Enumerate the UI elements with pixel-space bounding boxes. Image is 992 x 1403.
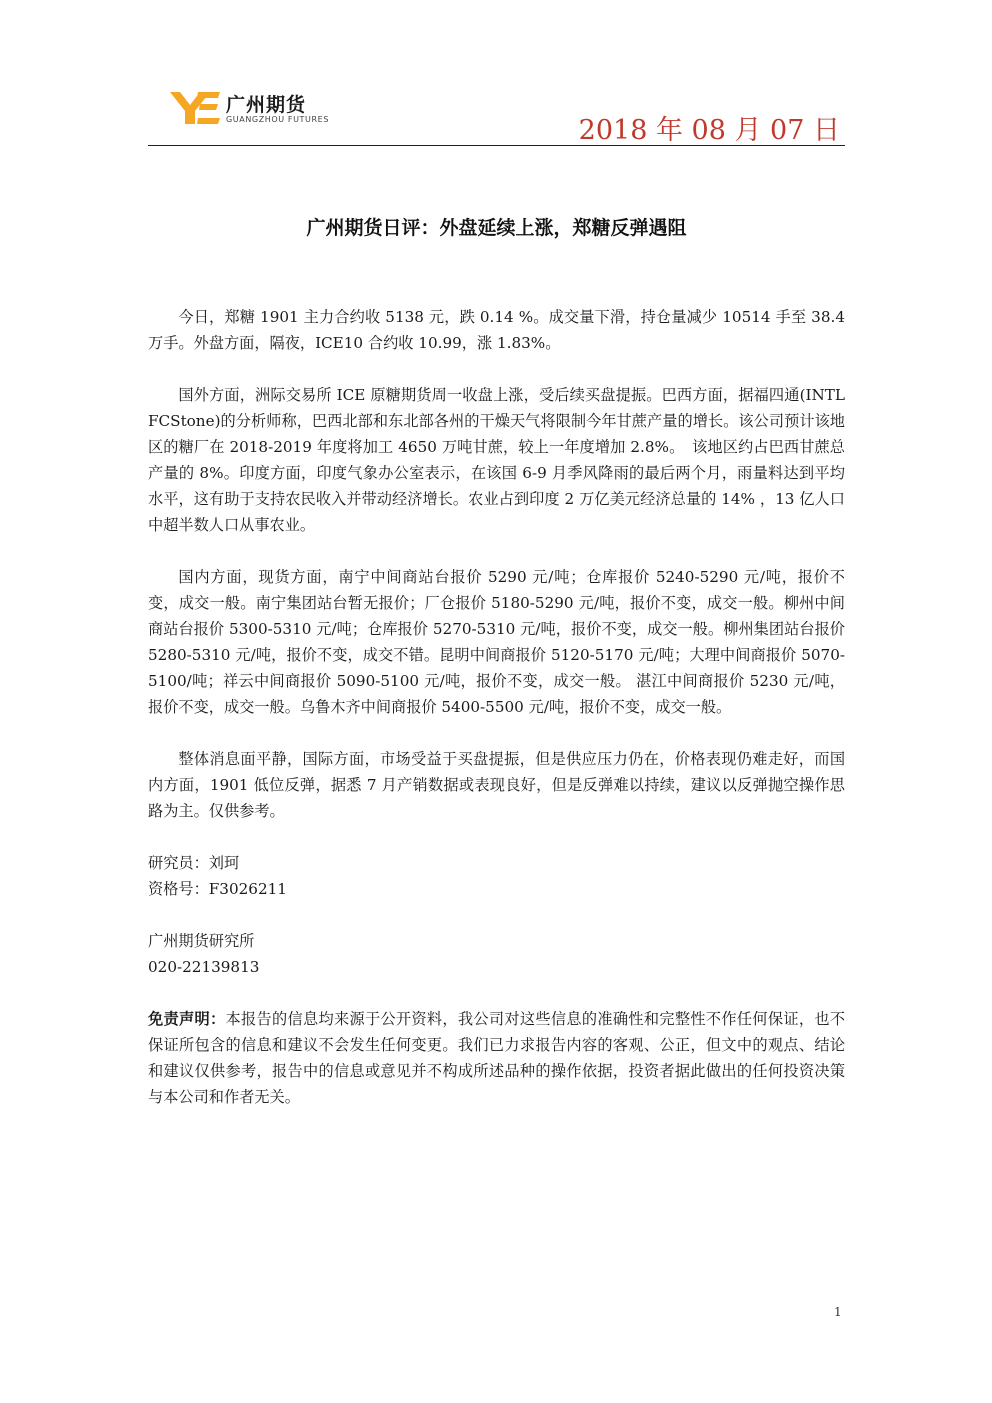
institute-phone: 020-22139813 [148, 958, 260, 976]
researcher-name: 研究员：刘珂 [148, 854, 240, 872]
institute-name: 广州期货研究所 [148, 932, 255, 950]
paragraph-market: 今日，郑糖 1901 主力合约收 5138 元，跌 0.14 %。成交量下滑，持仓量减少 10514 手至 38.4 万手。外盘方面，隔夜，ICE10 合约收 10.99，涨 1.83%。 [148, 308, 845, 352]
researcher-license: 资格号：F3026211 [148, 880, 287, 898]
logo-text-cn: 广州期货 [226, 94, 307, 116]
company-logo [168, 88, 348, 128]
disclaimer-text: 本报告的信息均来源于公开资料，我公司对这些信息的准确性和完整性不作任何保证，也不保证所包含的信息和建议不会发生任何变更。我们已力求报告内容的客观、公正，但文中的观点、结论和建议仅供参考，报告中的信息或意见并不构成所述品种的操作依据，投资者据此做出的任何投资决策与本公司和作者无关。 [148, 1010, 846, 1106]
logo-mark-icon [168, 88, 222, 126]
page-number: 1 [834, 1305, 842, 1319]
paragraph-domestic: 国内方面，现货方面，南宁中间商站台报价 5290 元/吨；仓库报价 5240-5290 元/吨，报价不变，成交一般。南宁集团站台暂无报价；厂仓报价 5180-5290 元/吨，报价不变，成交一般。柳州中间商站台报价 5300-5310 元/吨；仓库报价 5270-5310 元/吨，报价不变，成交一般。柳州集团站台报价 5280-5310 元/吨，报价不变，成交不错。昆明中间商报价 5120-5170 元/吨；大理中间商报价 5070-5100/吨；祥云中间商报价 5090-5100 元/吨，报价不变，成交一般。 湛江中间商报价 5230 元/吨，报价不变，成交一般。乌鲁木齐中间商报价 5400-5500 元/吨，报价不变，成交一般。 [148, 568, 845, 716]
logo-text-en: GUANGZHOU FUTURES [226, 115, 329, 124]
report-date: 2018 年 08 月 07 日 [578, 115, 840, 146]
report-body [148, 304, 845, 1110]
disclaimer [148, 1006, 845, 1110]
report-title: 广州期货日评：外盘延续上涨，郑糖反弹遇阻 [306, 217, 687, 239]
paragraph-summary: 整体消息面平静，国际方面，市场受益于买盘提振，但是供应压力仍在，价格表现仍难走好，而国内方面，1901 低位反弹，据悉 7 月产销数据或表现良好，但是反弹难以持续，建议以反弹抛空操作思路为主。仅供参考。 [148, 750, 845, 820]
header-divider [148, 145, 845, 146]
paragraph-international: 国外方面，洲际交易所 ICE 原糖期货周一收盘上涨，受后续买盘提振。巴西方面，据福四通(INTL FCStone)的分析师称，巴西北部和东北部各州的干燥天气将限制今年甘蔗产量的增长。该公司预计该地区的糖厂在 2018-2019 年度将加工 4650 万吨甘蔗，较上一年度增加 2.8%。 该地区约占巴西甘蔗总产量的 8%。印度方面，印度气象办公室表示，在该国 6-9 月季风降雨的最后两个月，雨量料达到平均水平，这有助于支持农民收入并带动经济增长。农业占到印度 2 万亿美元经济总量的 14% ，13 亿人口中超半数人口从事农业。 [148, 386, 845, 534]
disclaimer-label: 免责声明： [148, 1010, 226, 1028]
